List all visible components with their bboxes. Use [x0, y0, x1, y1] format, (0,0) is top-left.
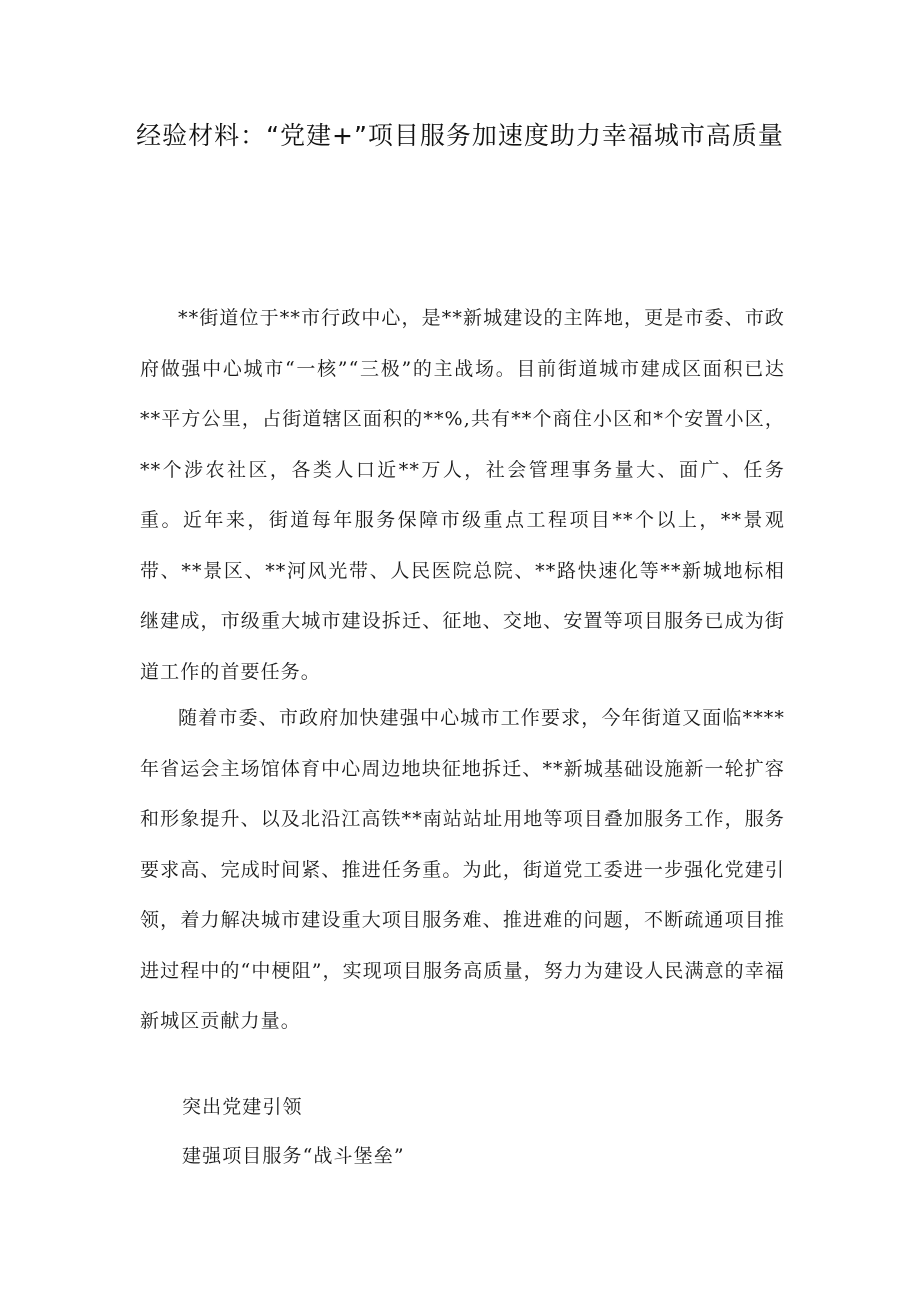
section-heading-1: 突出党建引领	[182, 1096, 303, 1118]
section-heading-2: 建强项目服务“战斗堡垒”	[182, 1145, 405, 1167]
paragraph-1: **街道位于**市行政中心，是**新城建设的主阵地，更是市委、市政府做强中心城市“一核”“三极”的主战场。目前街道城市建成区面积已达**平方公里，占街道辖区面积的**%,共有**个商住小区和*个安置小区，**个涉农社区，各类人口近**万人，社会管理事务量大、面广、任务重。近年来，街道每年服务保障市级重点工程项目**个以上，**景观带、**景区、**河风光带、人民医院总院、**路快速化等**新城地标相继建成，市级重大城市建设拆迁、征地、交地、安置等项目服务已成为街道工作的首要任务。	[140, 307, 785, 683]
paragraph-2: 随着市委、市政府加快建强中心城市工作要求，今年街道又面临****年省运会主场馆体育中心周边地块征地拆迁、**新城基础设施新一轮扩容和形象提升、以及北沿江高铁**南站站址用地等项目叠加服务工作，服务要求高、完成时间紧、推进任务重。为此，街道党工委进一步强化党建引领，着力解决城市建设重大项目服务难、推进难的问题，不断疏通项目推进过程中的“中梗阻”，实现项目服务高质量，努力为建设人民满意的幸福新城区贡献力量。	[140, 707, 785, 1032]
document-title: 经验材料：“党建+”项目服务加速度助力幸福城市高质量	[136, 121, 784, 150]
